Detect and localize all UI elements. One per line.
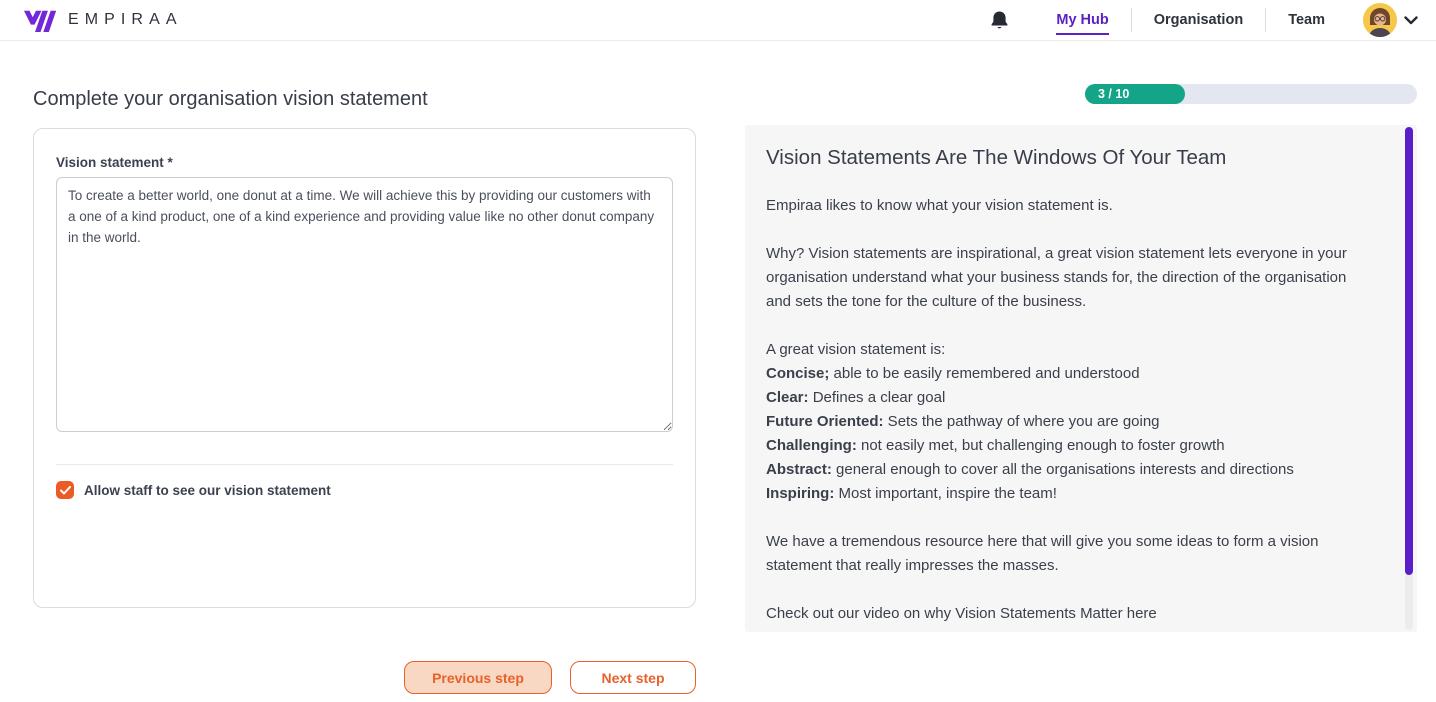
trait-item: Concise; able to be easily remembered and understood xyxy=(766,365,1140,382)
chevron-down-icon[interactable] xyxy=(1404,16,1418,25)
vision-statement-card xyxy=(33,128,696,608)
progress-fill xyxy=(1085,84,1185,104)
info-paragraph: Empiraa likes to know what your vision statement is. xyxy=(766,197,1113,214)
brand-name: EMPIRAA xyxy=(68,11,183,28)
vision-statement-textarea[interactable] xyxy=(56,177,673,432)
progress-label: 3 / 10 xyxy=(1098,87,1130,101)
vision-statement-label: Vision statement * xyxy=(56,155,173,170)
card-divider xyxy=(56,464,673,465)
allow-staff-checkbox-row[interactable] xyxy=(56,481,673,499)
vision-info-panel xyxy=(745,125,1417,632)
info-paragraph: We have a tremendous resource here that will give you some ideas to form a vision statement that really impresses the masses. xyxy=(766,533,1319,574)
trait-item: Challenging: not easily met, but challenging enough to foster growth xyxy=(766,437,1225,454)
panel-scrollbar-track[interactable] xyxy=(1405,127,1413,630)
panel-scrollbar-thumb[interactable] xyxy=(1405,127,1413,575)
progress-bar xyxy=(1085,84,1417,104)
notification-bell-icon[interactable] xyxy=(991,11,1008,30)
page-title: Complete your organisation vision statement xyxy=(33,88,428,110)
trait-item: Inspiring: Most important, inspire the team! xyxy=(766,485,1057,502)
nav-tab-my-hub[interactable]: My Hub xyxy=(1034,12,1130,28)
empiraa-logo-icon xyxy=(24,5,58,35)
trait-list-intro: A great vision statement is: xyxy=(766,341,946,358)
nav-tab-organisation[interactable]: Organisation xyxy=(1153,12,1244,28)
trait-item: Future Oriented: Sets the pathway of where you are going xyxy=(766,413,1160,430)
empiraa-logo[interactable] xyxy=(24,5,183,35)
info-paragraph: Check out our video on why Vision Statements Matter here xyxy=(766,605,1157,622)
next-step-button[interactable]: Next step xyxy=(570,661,696,694)
user-avatar[interactable] xyxy=(1363,3,1397,37)
previous-step-button[interactable]: Previous step xyxy=(404,661,552,694)
nav-tab-team[interactable]: Team xyxy=(1288,12,1325,28)
allow-staff-checkbox[interactable] xyxy=(56,481,74,499)
info-panel-heading: Vision Statements Are The Windows Of Your Team xyxy=(766,146,1227,169)
allow-staff-checkbox-label: Allow staff to see our vision statement xyxy=(84,482,331,498)
vision-trait-list xyxy=(766,338,1371,506)
trait-item: Clear: Defines a clear goal xyxy=(766,389,946,406)
header-actions xyxy=(991,3,1418,37)
top-navigation-bar xyxy=(0,0,1436,41)
trait-item: Abstract: general enough to cover all the organisations interests and directions xyxy=(766,461,1294,478)
info-paragraph: Why? Vision statements are inspirational, a great vision statement lets everyone in your organisation understand what your business stands for, the direction of the organisation and sets the tone for the culture of the business. xyxy=(766,245,1347,310)
